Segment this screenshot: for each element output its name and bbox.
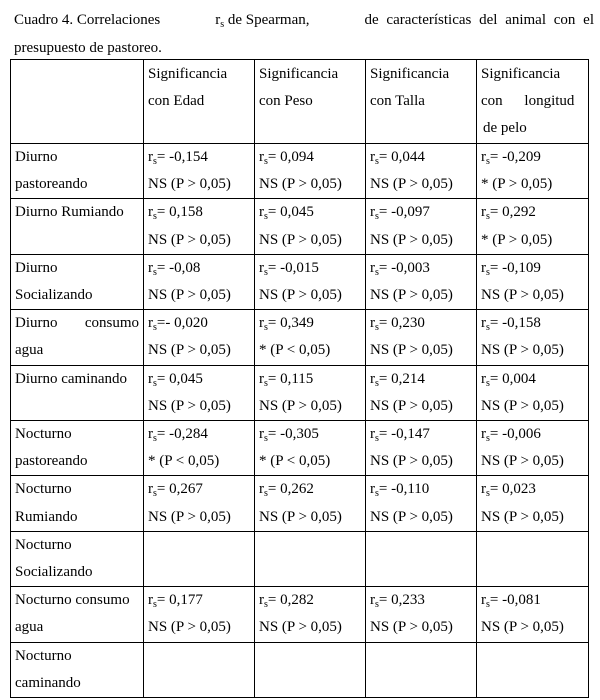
row-label bbox=[11, 310, 144, 365]
significance-label: NS (P > 0,05) bbox=[481, 287, 564, 304]
row-label bbox=[11, 476, 144, 531]
rs-value: $r_s= 0,023$ bbox=[481, 481, 536, 500]
table-caption bbox=[14, 6, 594, 62]
cell-edad bbox=[144, 144, 255, 199]
rs-value: $r_s= 0,094$ bbox=[259, 149, 314, 167]
cell-talla bbox=[366, 254, 477, 309]
rs-value: $r_s= -0,284$ bbox=[148, 426, 208, 445]
cell-longitud-pelo bbox=[477, 199, 589, 254]
rs-value: $r_s= -0,147$ bbox=[370, 426, 430, 445]
caption-line-1 bbox=[14, 6, 594, 34]
row-label-line: Rumiando bbox=[15, 508, 78, 525]
cell-longitud-pelo bbox=[477, 476, 589, 531]
cell-peso bbox=[255, 254, 366, 309]
row-label-line: Nocturno consumo bbox=[15, 592, 130, 609]
rs-value: $r_s= -0,081$ bbox=[481, 592, 541, 611]
cell-longitud-pelo bbox=[477, 531, 589, 586]
rs-value: $r_s= -0,006$ bbox=[481, 426, 541, 445]
significance-label: * (P > 0,05) bbox=[481, 176, 553, 193]
table-row-nocturno-rumiando bbox=[11, 476, 589, 531]
header-line: Significancia bbox=[148, 66, 228, 82]
row-label-line: Nocturno bbox=[15, 647, 72, 664]
significance-label: NS (P > 0,05) bbox=[370, 342, 453, 359]
row-label bbox=[11, 199, 144, 254]
table-row-diurno-socializando bbox=[11, 254, 589, 309]
cell-peso bbox=[255, 476, 366, 531]
row-label bbox=[11, 587, 144, 642]
table-row-diurno-rumiando bbox=[11, 199, 589, 254]
rs-value: $r_s= 0,158$ bbox=[148, 204, 203, 223]
significance-label: NS (P > 0,05) bbox=[259, 176, 342, 193]
significance-label: NS (P > 0,05) bbox=[481, 342, 564, 359]
rs-value: $r_s= 0,233$ bbox=[370, 592, 425, 611]
cell-edad bbox=[144, 476, 255, 531]
rs-value: $r_s= 0,292$ bbox=[481, 204, 536, 223]
cell-talla bbox=[366, 199, 477, 254]
header-longitud-pelo bbox=[477, 60, 589, 144]
significance-label: NS (P > 0,05) bbox=[370, 508, 453, 525]
table-row-nocturno-consumo-agua bbox=[11, 587, 589, 642]
cell-talla bbox=[366, 365, 477, 420]
row-label-line: agua bbox=[15, 619, 44, 636]
significance-label: NS (P > 0,05) bbox=[148, 342, 231, 359]
rs-value: $r_s= 0,267$ bbox=[148, 481, 203, 500]
cell-edad bbox=[144, 365, 255, 420]
rs-value: $r_s= -0,109$ bbox=[481, 259, 541, 278]
cell-longitud-pelo bbox=[477, 421, 589, 476]
row-label bbox=[11, 531, 144, 586]
significance-label: * (P > 0,05) bbox=[481, 231, 553, 248]
table-row-nocturno-pastoreando bbox=[11, 421, 589, 476]
cell-edad bbox=[144, 199, 255, 254]
caption-rs: $r_s$ de Spearman, bbox=[215, 12, 310, 30]
row-label-line: Diurno Rumiando bbox=[15, 204, 124, 221]
significance-label: NS (P > 0,05) bbox=[259, 231, 342, 248]
cell-peso bbox=[255, 587, 366, 642]
rs-value: $r_s= 0,349$ bbox=[259, 315, 314, 334]
cell-edad bbox=[144, 254, 255, 309]
rs-value: $r_s= -0,209$ bbox=[481, 149, 541, 167]
significance-label: NS (P > 0,05) bbox=[148, 619, 231, 636]
header-line: con Peso bbox=[259, 93, 313, 110]
row-label bbox=[11, 365, 144, 420]
rs-value: $r_s= -0,08$ bbox=[148, 259, 201, 278]
significance-label: * (P < 0,05) bbox=[259, 453, 331, 470]
row-label-line: Socializando bbox=[15, 287, 93, 304]
significance-label: NS (P > 0,05) bbox=[148, 231, 231, 248]
cell-peso bbox=[255, 421, 366, 476]
row-label bbox=[11, 144, 144, 199]
rs-value: $r_s= 0,262$ bbox=[259, 481, 314, 500]
cell-peso bbox=[255, 531, 366, 586]
row-label-line: Nocturno bbox=[15, 481, 72, 498]
significance-label: * (P < 0,05) bbox=[148, 453, 220, 470]
significance-label: NS (P > 0,05) bbox=[481, 397, 564, 414]
rs-value: $r_s= -0,003$ bbox=[370, 259, 430, 278]
cell-peso bbox=[255, 365, 366, 420]
cell-talla bbox=[366, 587, 477, 642]
row-label bbox=[11, 254, 144, 309]
rs-value: $r_s= 0,004$ bbox=[481, 370, 536, 389]
header-line: de pelo bbox=[483, 120, 527, 137]
significance-label: NS (P > 0,05) bbox=[481, 508, 564, 525]
cell-edad bbox=[144, 310, 255, 365]
correlation-table bbox=[10, 59, 589, 698]
header-edad bbox=[144, 60, 255, 144]
significance-label: NS (P > 0,05) bbox=[148, 287, 231, 304]
header-line: con longitud bbox=[481, 93, 575, 110]
significance-label: NS (P > 0,05) bbox=[259, 287, 342, 304]
cell-talla bbox=[366, 531, 477, 586]
row-label-line: caminando bbox=[15, 674, 81, 691]
cell-longitud-pelo bbox=[477, 310, 589, 365]
significance-label: NS (P > 0,05) bbox=[481, 453, 564, 470]
rs-value: $r_s= 0,044$ bbox=[370, 149, 425, 167]
cell-talla bbox=[366, 144, 477, 199]
row-label-line: pastoreando bbox=[15, 453, 88, 470]
row-label-line: Diurno caminando bbox=[15, 370, 128, 387]
row-label bbox=[11, 421, 144, 476]
cell-peso bbox=[255, 310, 366, 365]
header-talla bbox=[366, 60, 477, 144]
cell-edad bbox=[144, 642, 255, 697]
significance-label: NS (P > 0,05) bbox=[370, 453, 453, 470]
significance-label: NS (P > 0,05) bbox=[148, 508, 231, 525]
header-line: Significancia bbox=[259, 66, 339, 82]
cell-longitud-pelo bbox=[477, 642, 589, 697]
cell-edad bbox=[144, 421, 255, 476]
row-label-line: agua bbox=[15, 342, 44, 359]
significance-label: NS (P > 0,05) bbox=[259, 397, 342, 414]
table-row-nocturno-caminando bbox=[11, 642, 589, 697]
rs-value: $r_s= -0,154$ bbox=[148, 149, 208, 167]
row-label-line: Diurno bbox=[15, 149, 58, 165]
significance-label: * (P < 0,05) bbox=[259, 342, 331, 359]
rs-value: $r_s= -0,097$ bbox=[370, 204, 430, 223]
row-label-line: Nocturno bbox=[15, 536, 72, 553]
rs-value: $r_s= 0,045$ bbox=[259, 204, 314, 223]
cell-longitud-pelo bbox=[477, 144, 589, 199]
significance-label: NS (P > 0,05) bbox=[370, 176, 453, 193]
rs-value: $r_s=-$ 0,020 bbox=[148, 315, 208, 334]
header-row bbox=[11, 60, 589, 144]
significance-label: NS (P > 0,05) bbox=[148, 176, 231, 193]
row-label bbox=[11, 642, 144, 697]
header-peso bbox=[255, 60, 366, 144]
cell-edad bbox=[144, 587, 255, 642]
significance-label: NS (P > 0,05) bbox=[370, 397, 453, 414]
header-line: con Talla bbox=[370, 93, 425, 110]
rs-value: $r_s= 0,045$ bbox=[148, 370, 203, 389]
significance-label: NS (P > 0,05) bbox=[259, 619, 342, 636]
cell-talla bbox=[366, 421, 477, 476]
significance-label: NS (P > 0,05) bbox=[370, 287, 453, 304]
caption-line-2: presupuesto de pastoreo. bbox=[14, 40, 162, 56]
significance-label: NS (P > 0,05) bbox=[370, 619, 453, 636]
table-row-nocturno-socializando bbox=[11, 531, 589, 586]
caption-title: Cuadro 4. Correlaciones bbox=[14, 12, 161, 28]
significance-label: NS (P > 0,05) bbox=[259, 508, 342, 525]
cell-edad bbox=[144, 531, 255, 586]
row-label-line: Socializando bbox=[15, 564, 93, 581]
rs-value: $r_s= 0,230$ bbox=[370, 315, 425, 334]
cell-talla bbox=[366, 642, 477, 697]
row-label-line: Diurno consumo bbox=[15, 315, 139, 332]
rs-value: $r_s= -0,015$ bbox=[259, 259, 319, 278]
cell-talla bbox=[366, 476, 477, 531]
header-line: con Edad bbox=[148, 93, 205, 110]
rs-value: $r_s= -0,158$ bbox=[481, 315, 541, 334]
row-label-line: pastoreando bbox=[15, 176, 88, 193]
caption-rest: de características del animal con el bbox=[364, 12, 594, 28]
rs-value: $r_s= 0,214$ bbox=[370, 370, 425, 389]
cell-peso bbox=[255, 199, 366, 254]
significance-label: NS (P > 0,05) bbox=[481, 619, 564, 636]
rs-value: $r_s= -0,110$ bbox=[370, 481, 430, 500]
header-line: Significancia bbox=[481, 66, 561, 82]
rs-value: $r_s= 0,282$ bbox=[259, 592, 314, 611]
significance-label: NS (P > 0,05) bbox=[148, 397, 231, 414]
cell-longitud-pelo bbox=[477, 587, 589, 642]
cell-peso bbox=[255, 642, 366, 697]
row-label-line: Nocturno bbox=[15, 426, 72, 443]
table-row-diurno-consumo-agua bbox=[11, 310, 589, 365]
cell-talla bbox=[366, 310, 477, 365]
rs-value: $r_s= 0,177$ bbox=[148, 592, 203, 611]
significance-label: NS (P > 0,05) bbox=[370, 231, 453, 248]
rs-value: $r_s= -0,305$ bbox=[259, 426, 319, 445]
row-label-line: Diurno bbox=[15, 259, 58, 276]
rs-value: $r_s= 0,115$ bbox=[259, 370, 314, 389]
cell-longitud-pelo bbox=[477, 254, 589, 309]
header-corner bbox=[11, 60, 144, 144]
cell-longitud-pelo bbox=[477, 365, 589, 420]
header-line: Significancia bbox=[370, 66, 450, 82]
table-row-diurno-caminando bbox=[11, 365, 589, 420]
cell-peso bbox=[255, 144, 366, 199]
table-row-diurno-pastoreando bbox=[11, 144, 589, 199]
